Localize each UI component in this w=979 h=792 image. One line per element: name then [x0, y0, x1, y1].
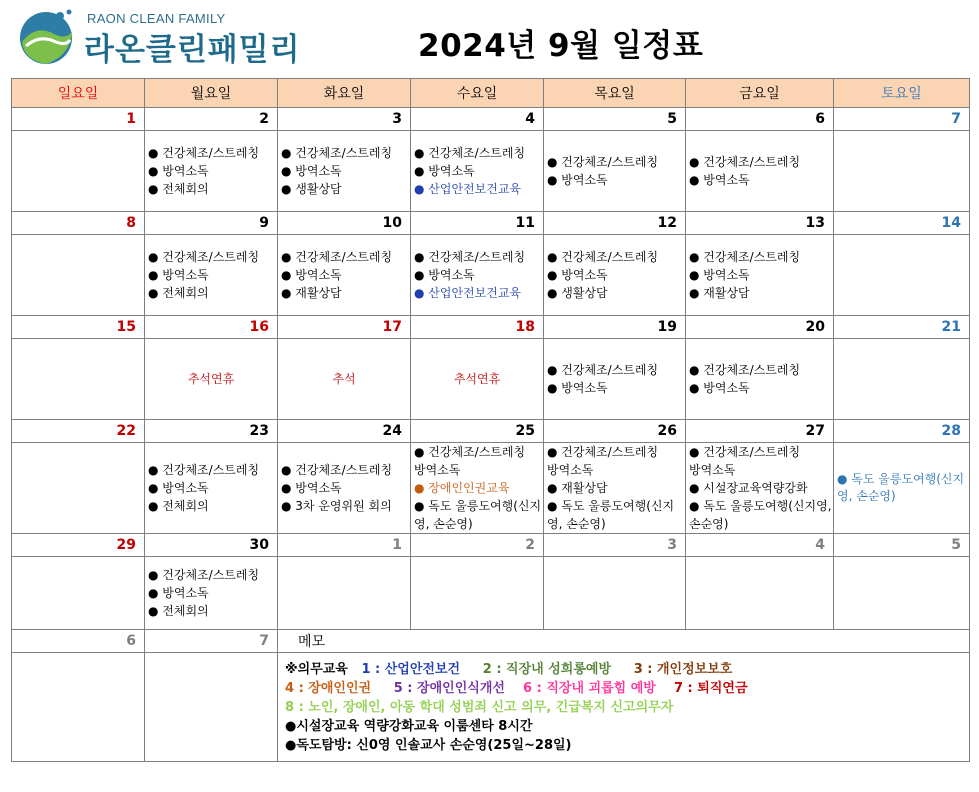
- memo-label: 메모: [278, 630, 970, 653]
- memo-item-4: 4 : 장애인인권: [285, 680, 372, 696]
- event-item: 방역소독: [689, 463, 736, 477]
- event-cell: [686, 131, 834, 212]
- event-item: ● 방역소독: [689, 268, 750, 282]
- date-cell: 12: [544, 212, 686, 235]
- event-item: ● 건강체조/스트레칭: [148, 568, 260, 582]
- event-item: 방역소독: [414, 463, 461, 477]
- event-item: ● 건강체조/스트레칭: [148, 146, 260, 160]
- date-cell-next-month: 5: [834, 534, 970, 557]
- event-cell: [145, 131, 278, 212]
- event-item: ● 방역소독: [547, 268, 608, 282]
- date-cell: 29: [12, 534, 145, 557]
- date-cell-holiday: 17: [278, 316, 411, 339]
- date-cell: 4: [411, 108, 544, 131]
- event-cell: [544, 235, 686, 316]
- date-cell-next-month: 1: [278, 534, 411, 557]
- event-cell: [544, 339, 686, 420]
- date-cell: 3: [278, 108, 411, 131]
- memo-item-1: 1 : 산업안전보건: [361, 661, 461, 677]
- event-item: ● 생활상담: [281, 182, 342, 196]
- event-cell: [278, 443, 411, 534]
- event-cell: [411, 235, 544, 316]
- event-cell: [686, 557, 834, 630]
- event-cell: [834, 235, 970, 316]
- event-item-trip: ● 독도 울릉도여행(신지영, 손순영): [837, 472, 965, 503]
- date-cell: 25: [411, 420, 544, 443]
- event-item: ● 재활상담: [547, 481, 608, 495]
- event-item-trip: ● 독도 울릉도여행(신지영, 손순영): [414, 499, 542, 531]
- event-cell: [12, 557, 145, 630]
- date-cell-holiday: 18: [411, 316, 544, 339]
- weekday-sunday: 일요일: [12, 79, 145, 108]
- event-cell: [12, 443, 145, 534]
- memo-item-3: 3 : 개인정보보호: [633, 661, 733, 677]
- date-cell-holiday: 16: [145, 316, 278, 339]
- date-cell: 27: [686, 420, 834, 443]
- date-cell: 20: [686, 316, 834, 339]
- memo-line-1: [285, 660, 969, 679]
- event-item-trip: ● 독도 울릉도여행(신지영, 손순영): [689, 499, 832, 531]
- weekday-wednesday: 수요일: [411, 79, 544, 108]
- week-3-events: [12, 339, 970, 420]
- event-item: ● 전체회의: [148, 604, 209, 618]
- event-cell: [686, 339, 834, 420]
- date-cell: 19: [544, 316, 686, 339]
- event-item: ● 건강체조/스트레칭: [414, 445, 526, 459]
- date-cell: 13: [686, 212, 834, 235]
- week-1-dates: [12, 108, 970, 131]
- event-item: ● 방역소독: [547, 173, 608, 187]
- event-item: ● 건강체조/스트레칭: [547, 363, 659, 377]
- date-cell: 9: [145, 212, 278, 235]
- event-item-rights-education: ● 장애인인권교육: [414, 481, 510, 495]
- date-cell: 7: [834, 108, 970, 131]
- event-item: ● 방역소독: [414, 164, 475, 178]
- event-item: ● 방역소독: [547, 381, 608, 395]
- raon-logo-icon: [14, 6, 78, 66]
- memo-line-3: [285, 698, 969, 717]
- memo-item-8: 8 : 노인, 장애인, 아동 학대 성범죄 신고 의무, 긴급복지 신고의무자: [285, 699, 674, 715]
- event-item-safety-education: ● 산업안전보건교육: [414, 182, 522, 196]
- event-cell: [686, 235, 834, 316]
- date-cell: 11: [411, 212, 544, 235]
- event-item: ● 건강체조/스트레칭: [148, 250, 260, 264]
- event-cell: [278, 131, 411, 212]
- memo-item-2: 2 : 직장내 성희롱예방: [482, 661, 612, 677]
- page-title: 2024년 9월 일정표: [418, 28, 704, 64]
- memo-note-dokdo: ●독도탐방: 신0영 인솔교사 손순영(25일~28일): [285, 737, 572, 753]
- week-6-dates: [12, 630, 970, 653]
- holiday-label: 추석연휴: [411, 339, 544, 420]
- date-cell-next-month: 4: [686, 534, 834, 557]
- date-cell: 30: [145, 534, 278, 557]
- memo-line-4: [285, 717, 969, 736]
- event-item: ● 전체회의: [148, 182, 209, 196]
- date-cell: 2: [145, 108, 278, 131]
- event-cell: [278, 235, 411, 316]
- date-cell: 14: [834, 212, 970, 235]
- event-cell: [544, 131, 686, 212]
- weekday-saturday: 토요일: [834, 79, 970, 108]
- event-item: ● 방역소독: [689, 173, 750, 187]
- event-item: ● 건강체조/스트레칭: [414, 146, 526, 160]
- event-item: ● 방역소독: [148, 481, 209, 495]
- date-cell: 26: [544, 420, 686, 443]
- memo-line-5: [285, 736, 969, 755]
- event-cell: [411, 131, 544, 212]
- weekday-tuesday: 화요일: [278, 79, 411, 108]
- calendar-table: [11, 78, 970, 762]
- week-4-dates: [12, 420, 970, 443]
- brand-korean: 라온클린패밀리: [84, 32, 301, 68]
- date-cell: 21: [834, 316, 970, 339]
- holiday-label: 추석연휴: [145, 339, 278, 420]
- event-item: ● 재활상담: [689, 286, 750, 300]
- date-cell: 5: [544, 108, 686, 131]
- date-cell: 22: [12, 420, 145, 443]
- week-1-events: [12, 131, 970, 212]
- event-item: ● 방역소독: [281, 481, 342, 495]
- date-cell: 24: [278, 420, 411, 443]
- event-item-trip: ● 독도 울릉도여행(신지영, 손순영): [547, 499, 675, 531]
- event-cell: [145, 653, 278, 762]
- event-item: ● 전체회의: [148, 286, 209, 300]
- event-cell: [686, 443, 834, 534]
- date-cell: 8: [12, 212, 145, 235]
- event-item: ● 시설장교육역량강화: [689, 481, 808, 495]
- week-2-dates: [12, 212, 970, 235]
- event-item: ● 건강체조/스트레칭: [414, 250, 526, 264]
- memo-note-training: ●시설장교육 역량강화교육 이룸센타 8시간: [285, 718, 533, 734]
- memo-item-5: 5 : 장애인인식개선: [393, 680, 505, 696]
- event-item: ● 방역소독: [414, 268, 475, 282]
- event-cell: [278, 557, 411, 630]
- weekday-thursday: 목요일: [544, 79, 686, 108]
- event-item: ● 건강체조/스트레칭: [547, 250, 659, 264]
- event-cell: [145, 443, 278, 534]
- event-cell: [544, 557, 686, 630]
- memo-line-2: [285, 679, 969, 698]
- weekday-header-row: [12, 79, 970, 108]
- event-cell: [411, 443, 544, 534]
- date-cell: 15: [12, 316, 145, 339]
- event-cell: [411, 557, 544, 630]
- date-cell: 6: [686, 108, 834, 131]
- date-cell: 28: [834, 420, 970, 443]
- holiday-label: 추석: [278, 339, 411, 420]
- week-3-dates: [12, 316, 970, 339]
- event-item: ● 재활상담: [281, 286, 342, 300]
- week-5-dates: [12, 534, 970, 557]
- memo-mandatory-title: ※의무교육: [285, 661, 348, 677]
- event-item: ● 건강체조/스트레칭: [547, 155, 659, 169]
- date-cell: 23: [145, 420, 278, 443]
- event-item: ● 생활상담: [547, 286, 608, 300]
- memo-box: [278, 653, 970, 762]
- event-cell: [12, 131, 145, 212]
- week-2-events: [12, 235, 970, 316]
- memo-row: [12, 653, 970, 762]
- event-cell: [834, 557, 970, 630]
- event-cell: [145, 235, 278, 316]
- date-cell-next-month: 6: [12, 630, 145, 653]
- event-item: ● 건강체조/스트레칭: [689, 445, 801, 459]
- date-cell-next-month: 3: [544, 534, 686, 557]
- event-item-safety-education: ● 산업안전보건교육: [414, 286, 522, 300]
- event-item: ● 건강체조/스트레칭: [689, 155, 801, 169]
- event-item: ● 방역소독: [148, 268, 209, 282]
- event-item: ● 방역소독: [148, 164, 209, 178]
- event-item: ● 전체회의: [148, 499, 209, 513]
- event-item: ● 건강체조/스트레칭: [689, 250, 801, 264]
- event-cell: [12, 653, 145, 762]
- event-item: ● 방역소독: [148, 586, 209, 600]
- event-item: ● 3차 운영위원 회의: [281, 499, 392, 513]
- event-item: ● 건강체조/스트레칭: [148, 463, 260, 477]
- event-item: ● 건강체조/스트레칭: [281, 463, 393, 477]
- weekday-monday: 월요일: [145, 79, 278, 108]
- event-cell: [12, 235, 145, 316]
- event-cell: [834, 131, 970, 212]
- event-item: ● 건강체조/스트레칭: [281, 146, 393, 160]
- event-item: 방역소독: [547, 463, 594, 477]
- event-item: ● 건강체조/스트레칭: [689, 363, 801, 377]
- event-cell: [12, 339, 145, 420]
- date-cell-next-month: 2: [411, 534, 544, 557]
- brand-english: RAON CLEAN FAMILY: [87, 11, 226, 26]
- week-5-events: [12, 557, 970, 630]
- event-item: ● 방역소독: [281, 268, 342, 282]
- event-cell: [145, 557, 278, 630]
- event-item: ● 방역소독: [281, 164, 342, 178]
- event-cell: [834, 443, 970, 534]
- event-cell: [834, 339, 970, 420]
- event-item: ● 방역소독: [689, 381, 750, 395]
- date-cell: 1: [12, 108, 145, 131]
- memo-item-7: 7 : 퇴직연금: [673, 680, 748, 696]
- event-cell: [544, 443, 686, 534]
- date-cell-next-month: 7: [145, 630, 278, 653]
- weekday-friday: 금요일: [686, 79, 834, 108]
- date-cell: 10: [278, 212, 411, 235]
- event-item: ● 건강체조/스트레칭: [281, 250, 393, 264]
- event-item: ● 건강체조/스트레칭: [547, 445, 659, 459]
- memo-item-6: 6 : 직장내 괴롭힘 예방: [523, 680, 656, 696]
- week-4-events: [12, 443, 970, 534]
- page-header: [0, 0, 979, 78]
